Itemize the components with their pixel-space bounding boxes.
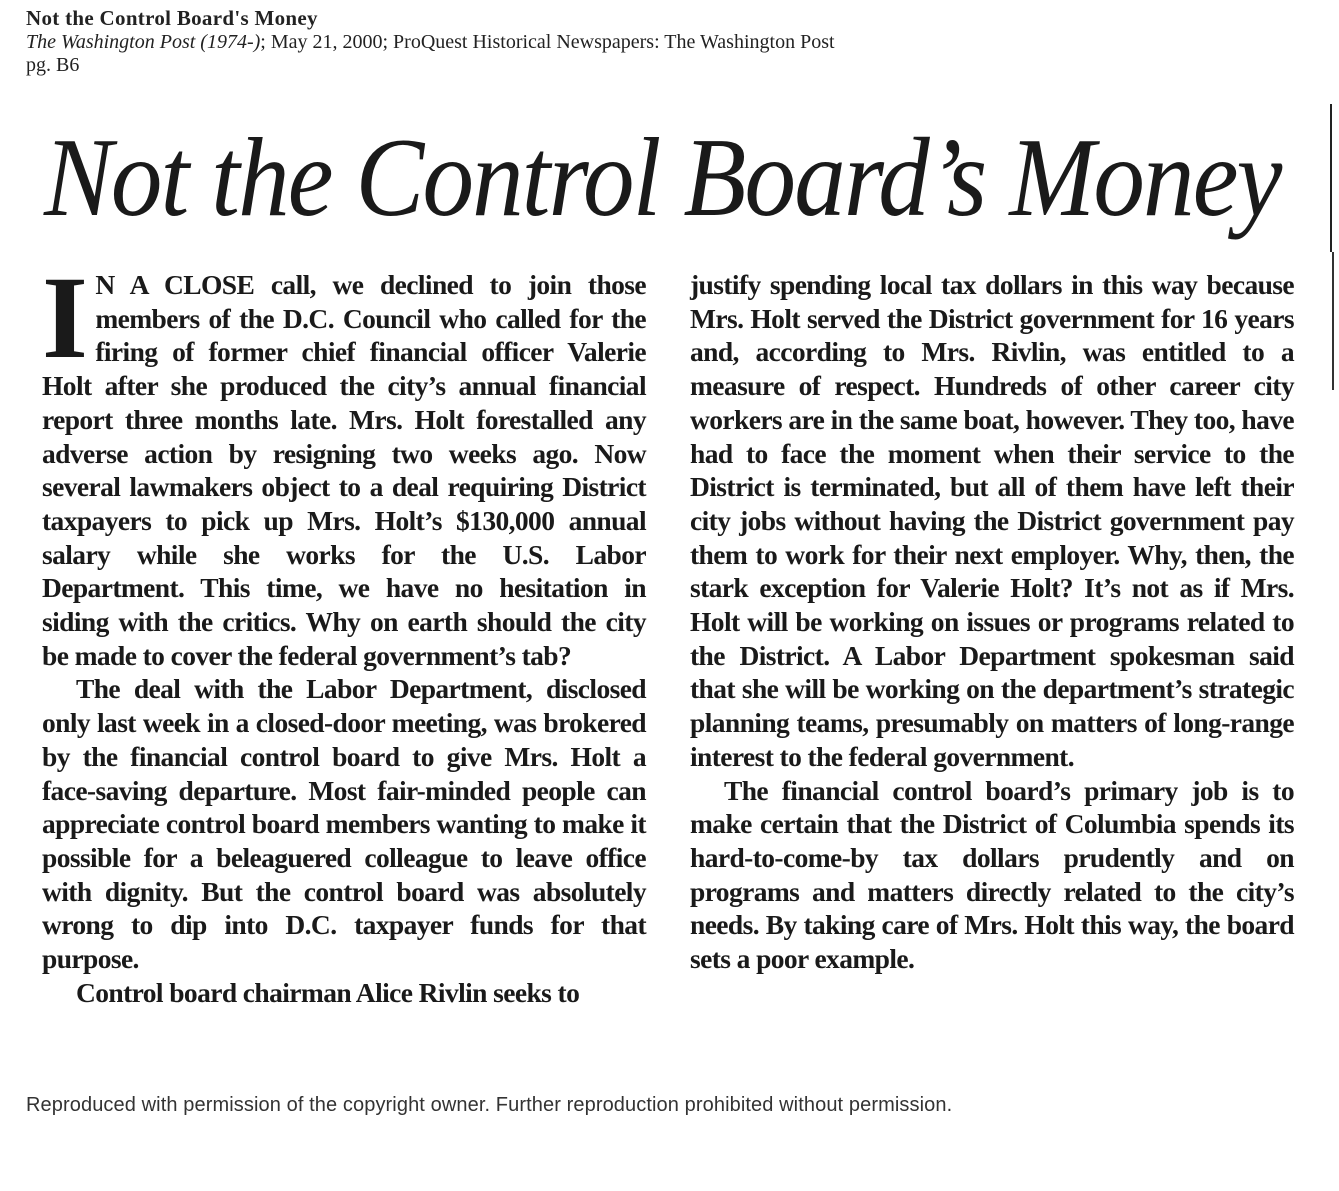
- citation-source: [26, 30, 835, 54]
- drop-cap: I: [42, 252, 88, 383]
- paragraph: I N A CLOSE call, we declined to join those members of the D.C. Council who called for the firing of former chief financial officer Valerie Holt after she produced the city’s annual financial report three months late. Mrs. Holt forestalled any adverse action by resigning two weeks ago. Now several lawmakers object to a deal requiring District taxpayers to pick up Mrs. Holt’s $130,000 annual salary while she works for the U.S. Labor Department. This time, we have no hesitation in siding with the critics. Why on earth should the city be made to cover the federal government’s tab?: [42, 252, 646, 671]
- article-headline: Not the Control Board’s Money: [44, 116, 1281, 240]
- paragraph: The financial control board’s primary job is to make certain that the District of Columbia spends its hard-to-come-by tax dollars prudently and on programs and matters directly related to the city’s needs. By taking care of Mrs. Holt this way, the board sets a poor example.: [690, 774, 1294, 975]
- column-rule: [1330, 104, 1332, 252]
- article-column-left: [42, 252, 646, 1009]
- citation-title: Not the Control Board's Money: [26, 6, 318, 30]
- citation-header: [26, 6, 835, 76]
- paragraph: Control board chairman Alice Rivlin seeks to: [76, 976, 580, 1008]
- publication-name: The Washington Post (1974-): [26, 31, 261, 53]
- column-rule: [1332, 252, 1334, 390]
- page-number: pg. B6: [26, 54, 80, 76]
- copyright-notice: Reproduced with permission of the copyright owner. Further reproduction prohibited without permission.: [26, 1094, 953, 1116]
- article-column-right: [690, 268, 1294, 976]
- paragraph: justify spending local tax dollars in this way because Mrs. Holt served the District government for 16 years and, according to Mrs. Rivlin, was entitled to a measure of respect. Hundreds of other career city workers are in the same boat, however. They too, have had to face the moment when their service to the District is terminated, but all of them have left their city jobs without having the District government pay them to work for their next employer. Why, then, the stark exception for Valerie Holt? It’s not as if Mrs. Holt will be working on issues or programs related to the District. A Labor Department spokesman said that she will be working on the department’s strategic planning teams, presumably on matters of long-range interest to the federal government.: [690, 269, 1294, 772]
- paragraph: The deal with the Labor Department, disclosed only last week in a closed-door meeting, was brokered by the financial control board to give Mrs. Holt a face-saving departure. Most fair-minded people can appreciate control board members wanting to make it possible for a beleaguered colleague to leave office with dignity. But the control board was absolutely wrong to dip into D.C. taxpayer funds for that purpose.: [42, 673, 646, 975]
- source-details: ; May 21, 2000; ProQuest Historical Newspapers: The Washington Post: [260, 31, 835, 53]
